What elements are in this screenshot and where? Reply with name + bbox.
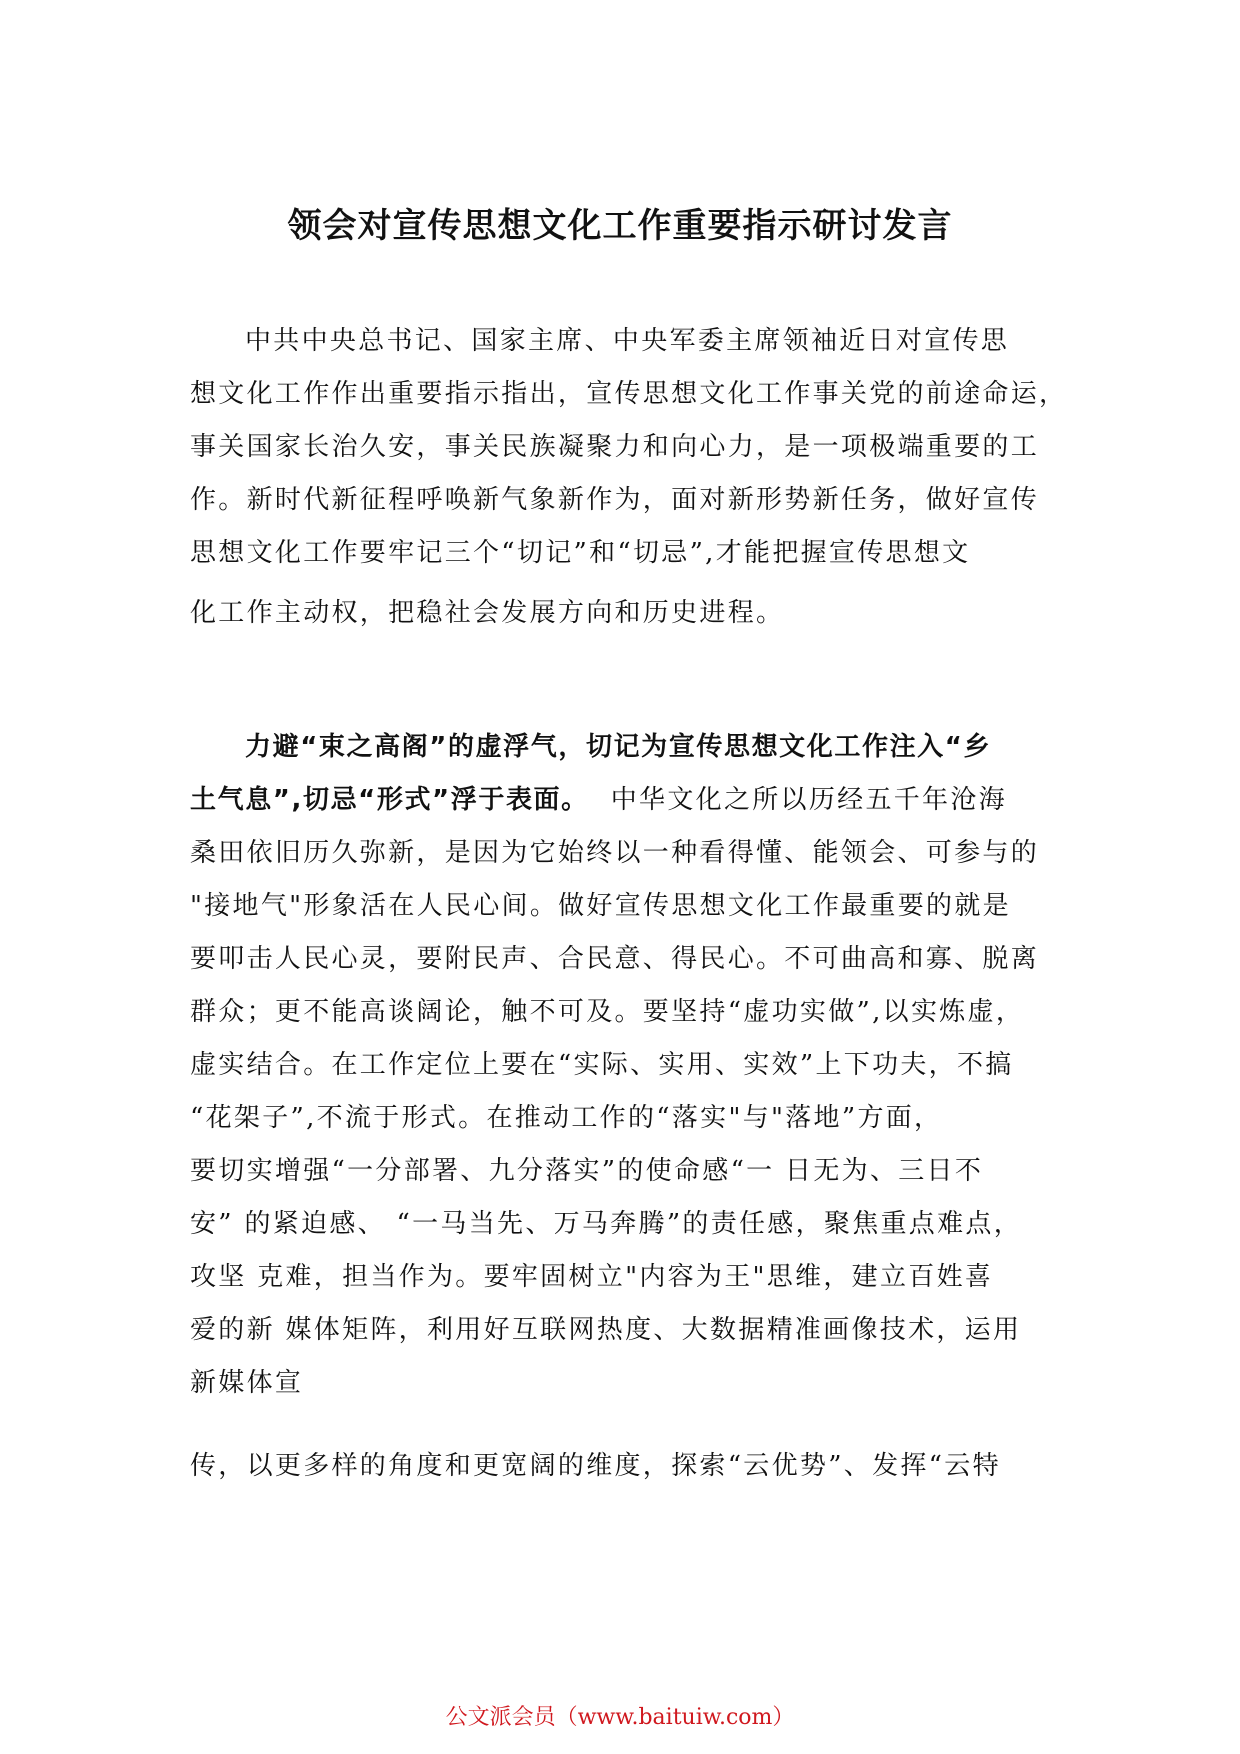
intro-line: 作。新时代新征程呼唤新气象新作为，面对新形势新任务，做好宣传 — [190, 485, 1040, 515]
section-body-line: 要切实增强“一分部署、九分落实”的使命感“一 日无为、三日不 — [190, 1156, 984, 1186]
section-body-line: 要叩击人民心灵，要附民声、合民意、得民心。不可曲高和寡、脱离 — [190, 944, 1040, 974]
intro-line: 化工作主动权，把稳社会发展方向和历史进程。 — [190, 598, 785, 628]
document-title: 领会对宣传思想文化工作重要指示研讨发言 — [287, 206, 953, 246]
section-body-line: 新媒体宣 — [190, 1368, 304, 1398]
section-heading-line: 力避“束之高阁”的虚浮气，切记为宣传思想文化工作注入“乡 — [245, 732, 992, 762]
intro-line: 思想文化工作要牢记三个“切记”和“切忌”,才能把握宣传思想文 — [190, 538, 971, 568]
footer-watermark: 公文派会员（www.baituiw.com） — [445, 1705, 795, 1730]
section-body-line: 虚实结合。在工作定位上要在“实际、实用、实效”上下功夫，不搞 — [190, 1050, 1014, 1080]
intro-line: 中共中央总书记、国家主席、中央军委主席领袖近日对宣传思 — [245, 326, 1010, 356]
section-body-line: "接地气"形象活在人民心间。做好宣传思想文化工作最重要的就是 — [190, 891, 1011, 921]
intro-line: 想文化工作作出重要指示指出，宣传思想文化工作事关党的前途命运， — [190, 379, 1068, 409]
section-body-line: 攻坚 克难，担当作为。要牢固树立"内容为王"思维，建立百姓喜 — [190, 1262, 994, 1292]
section-body-line: 桑田依旧历久弥新，是因为它始终以一种看得懂、能领会、可参与的 — [190, 838, 1040, 868]
section-body-line: 传，以更多样的角度和更宽阔的维度，探索“云优势”、发挥“云特 — [190, 1451, 1001, 1481]
section-body-text: 中华文化之所以历经五千年沧海 — [610, 785, 1007, 815]
intro-line: 事关国家长治久安，事关民族凝聚力和向心力，是一项极端重要的工 — [190, 432, 1040, 462]
section-body-line: 群众；更不能高谈阔论，触不可及。要坚持“虚功实做”,以实炼虚， — [190, 997, 1025, 1027]
section-body-line: 爱的新 媒体矩阵，利用好互联网热度、大数据精准画像技术，运用 — [190, 1315, 1022, 1345]
section-heading-line-mixed — [190, 783, 1070, 817]
section-heading-continuation: 土气息”,切忌“形式”浮于表面。 — [190, 785, 589, 815]
section-body-line: 安” 的紧迫感、 “一马当先、万马奔腾”的责任感，聚焦重点难点， — [190, 1209, 1023, 1239]
section-body-line: “花架子”,不流于形式。在推动工作的“落实"与"落地”方面， — [190, 1103, 943, 1133]
